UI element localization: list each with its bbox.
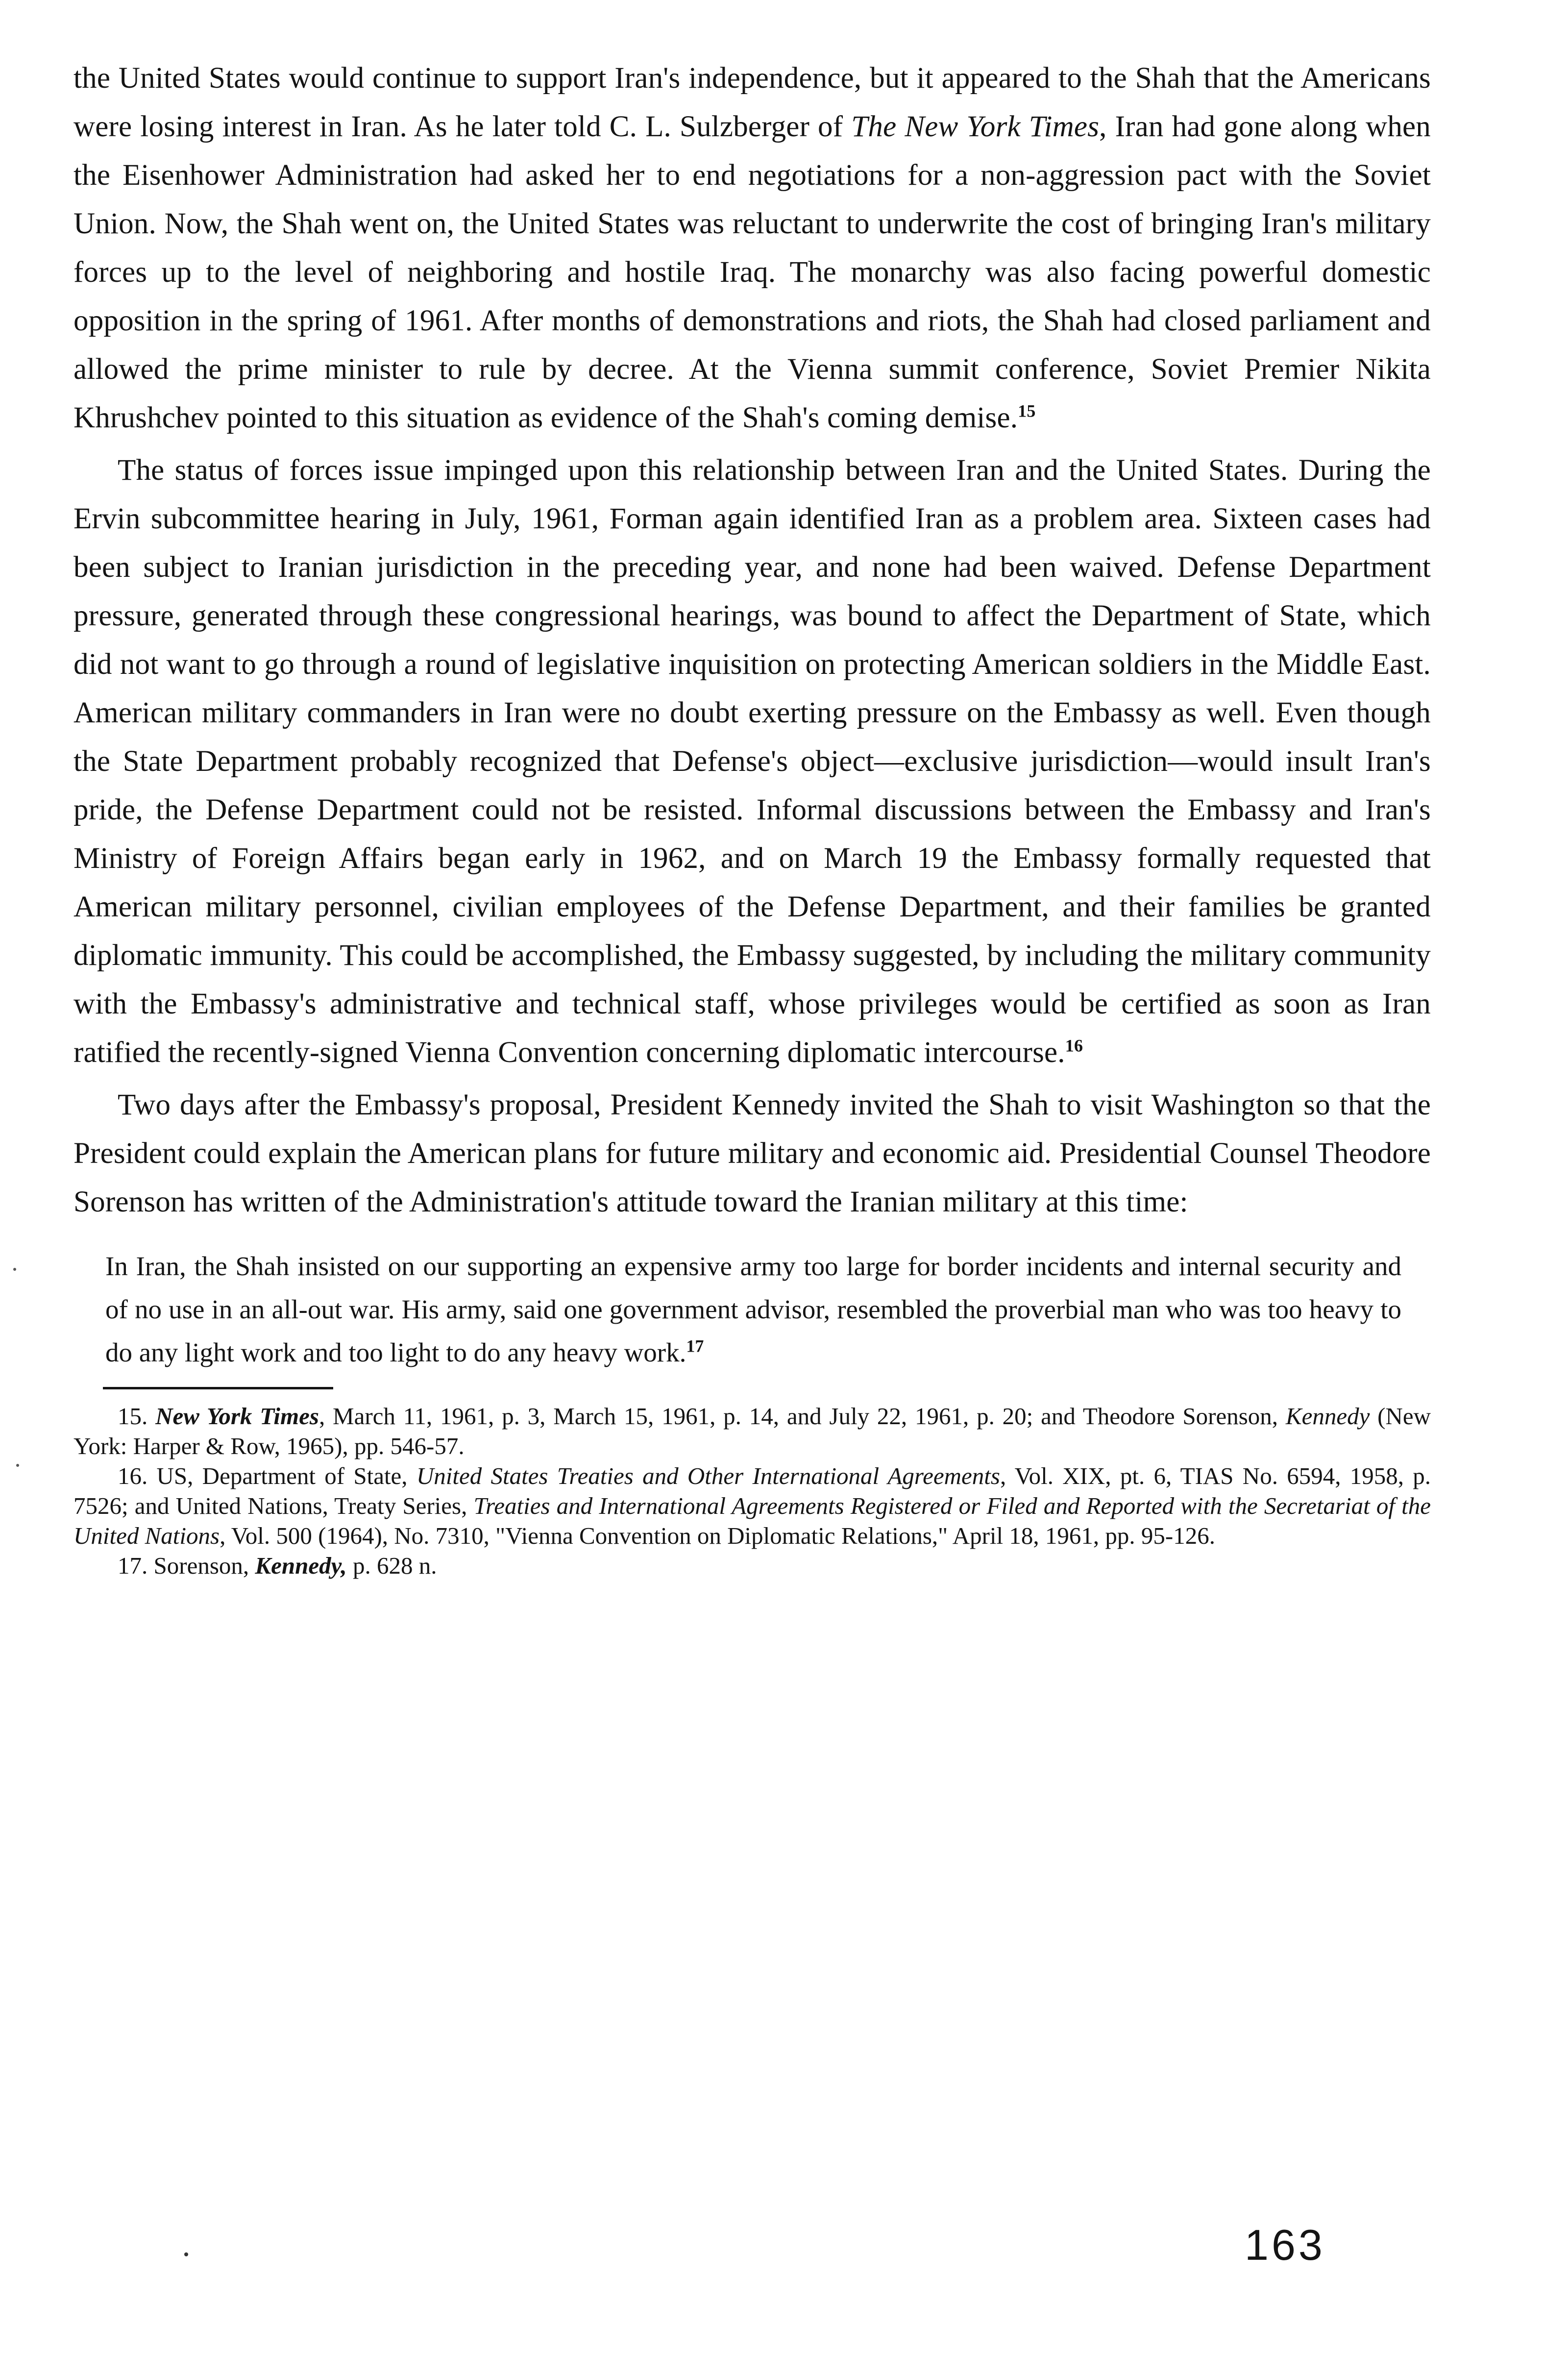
footnote-ref-17[interactable]: 17 (686, 1336, 704, 1356)
block-quote (105, 1245, 1401, 1374)
footnote-text: , Vol. 500 (1964), No. 7310, "Vienna Convention on Diplomatic Relations," April 18, 1961, pp. 95-126. (220, 1522, 1215, 1549)
page-number: 163 (1245, 2221, 1325, 2269)
footnote-italic: Treaties and International Agreements Registered or Filed and Reported with the Secretariat of the United Nations (74, 1492, 1431, 1549)
paragraph-text: The status of forces issue impinged upon this relationship between Iran and the United States. During the Ervin subcommittee hearing in July, 1961, Forman again identified Iran as a problem area. Sixteen cases had been subject to Iranian jurisdiction in the preceding year, and none had been waived. Defense Department pressure, generated through these congressional hearings, was bound to affect the Department of State, which did not want to go through a round of legislative inquisition on protecting American soldiers in the Middle East. American military commanders in Iran were no doubt exerting pressure on the Embassy as well. Even though the State Department probably recognized that Defense's object—exclusive jurisdiction—would insult Iran's pride, the Defense Department could not be resisted. Informal discussions between the Embassy and Iran's Ministry of Foreign Affairs began early in 1962, and on March 19 the Embassy formally requested that American military personnel, civilian employees of the Defense Department, and their families be granted diplomatic immunity. This could be accomplished, the Embassy suggested, by including the military community with the Embassy's administrative and technical staff, whose privileges would be certified as soon as Iran ratified the recently-signed Vienna Convention concerning diplomatic intercourse. (74, 454, 1431, 1069)
footnote-16 (74, 1461, 1431, 1551)
paragraph-text: , Iran had gone along when the Eisenhower Administration had asked her to end negotiations for a non-aggression pact with the Soviet Union. Now, the Shah went on, the United States was reluctant to underwrite the cost of bringing Iran's military forces up to the level of neighboring and hostile Iraq. The monarchy was also facing powerful domestic opposition in the spring of 1961. After months of demonstrations and riots, the Shah had closed parliament and allowed the prime minister to rule by decree. At the Vienna summit conference, Soviet Premier Nikita Khrushchev pointed to this situation as evidence of the Shah's coming demise. (74, 110, 1431, 434)
footnote-italic: Kennedy, (255, 1552, 347, 1579)
footnote-number: 15. (118, 1403, 148, 1430)
scan-speck (184, 2252, 188, 2256)
footnote-number: 16. (118, 1462, 148, 1489)
footnote-ref-15[interactable]: 15 (1018, 401, 1036, 421)
body-paragraph-2 (74, 446, 1431, 1077)
footnote-italic: Kennedy (1285, 1403, 1370, 1430)
footnote-text: (New York: Harper & Row, 1965), pp. 546-57. (74, 1403, 1431, 1459)
body-paragraph-3 (74, 1081, 1431, 1226)
footnote-divider (103, 1387, 333, 1389)
footnote-text: Sorenson, (153, 1552, 255, 1579)
footnote-text: , Vol. XIX, pt. 6, TIAS No. 6594, 1958, p. 7526; and United Nations, Treaty Series, (74, 1462, 1431, 1519)
paragraph-text: Two days after the Embassy's proposal, President Kennedy invited the Shah to visit Washington so that the President could explain the American plans for future military and economic aid. Presidential Counsel Theodore Sorenson has written of the Administration's attitude toward the Iranian military at this time: (74, 1088, 1431, 1218)
publication-title: The New York Times (851, 110, 1100, 143)
footnote-italic: New York Times (155, 1403, 319, 1430)
footnote-number: 17. (118, 1552, 148, 1579)
paragraph-text: the United States would continue to support Iran's independence, but it appeared to the Shah that the Americans were losing interest in Iran. As he later told C. L. Sulzberger of (74, 62, 1431, 143)
body-paragraph-1 (74, 54, 1431, 442)
quote-text: In Iran, the Shah insisted on our supporting an expensive army too large for border incidents and internal security and of no use in an all-out war. His army, said one government advisor, resembled the proverbial man who was too heavy to do any light work and too light to do any heavy work. (105, 1251, 1401, 1367)
footnote-text: p. 628 n. (346, 1552, 437, 1579)
page-content (74, 54, 1431, 1581)
footnote-ref-16[interactable]: 16 (1065, 1036, 1083, 1056)
footnote-17 (74, 1551, 1431, 1581)
footnote-text: , March 11, 1961, p. 3, March 15, 1961, p. 14, and July 22, 1961, p. 20; and Theodore Sorenson, (318, 1403, 1286, 1430)
scan-speck (13, 1268, 16, 1271)
footnote-italic: United States Treaties and Other International Agreements (416, 1462, 1000, 1489)
footnote-text: US, Department of State, (156, 1462, 416, 1489)
scan-speck (16, 1464, 19, 1467)
footnote-15 (74, 1401, 1431, 1461)
